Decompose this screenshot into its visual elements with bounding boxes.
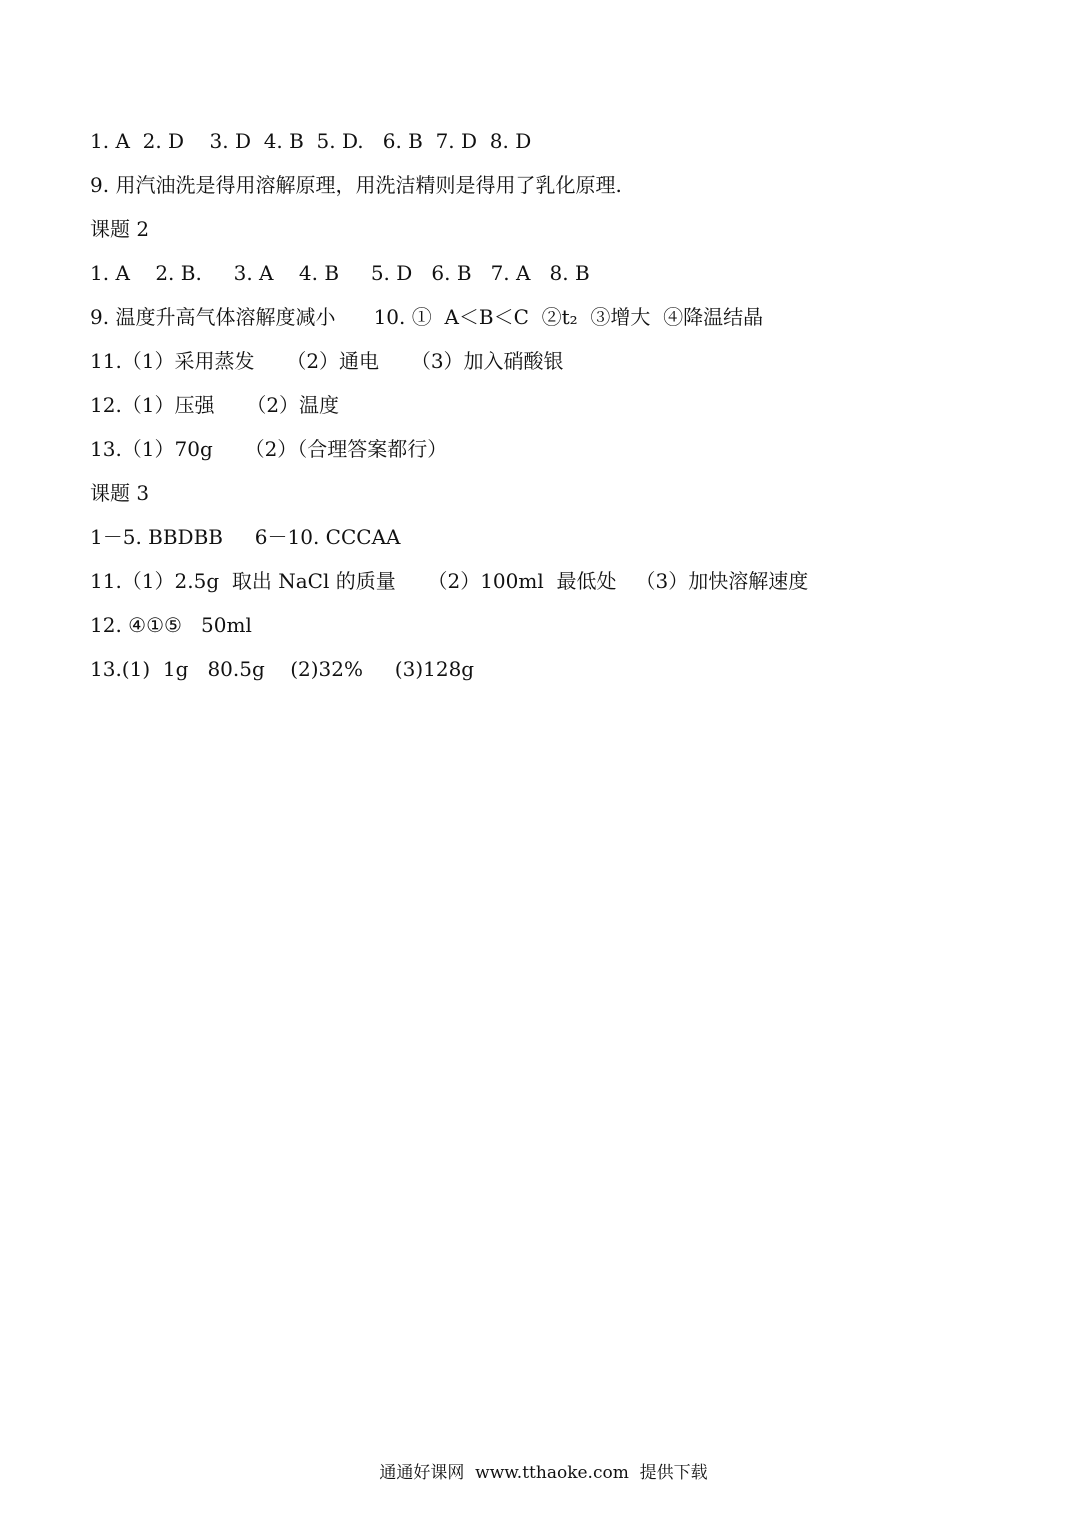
answer-line-13: 13.(1) 1g 80.5g (2)32% (3)128g <box>90 657 475 681</box>
answer-line-6: 11.（1）采用蒸发 （2）通电 （3）加入硝酸银 <box>90 349 564 373</box>
section-heading-3: 课题 3 <box>90 481 150 505</box>
answer-line-5: 9. 温度升高气体溶解度减小 10. ① A＜B＜C ②t₂ ③增大 ④降温结晶 <box>90 305 764 329</box>
answer-line-2: 9. 用汽油洗是得用溶解原理，用洗洁精则是得用了乳化原理. <box>90 173 622 197</box>
answer-line-8: 13.（1）70g （2）（合理答案都行） <box>90 437 448 461</box>
section-heading-2: 课题 2 <box>90 217 150 241</box>
answer-line-7: 12.（1）压强 （2）温度 <box>90 393 340 417</box>
answer-line-12: 12. ④①⑤ 50ml <box>90 613 252 637</box>
answer-line-1: 1. A 2. D 3. D 4. B 5. D. 6. B 7. D 8. D <box>90 129 532 153</box>
answer-line-4: 1. A 2. B. 3. A 4. B 5. D 6. B 7. A 8. B <box>90 261 590 285</box>
answer-line-10: 1－5. BBDBB 6－10. CCCAA <box>90 525 401 549</box>
page-footer: 通通好课网 www.tthaoke.com 提供下载 <box>379 1463 708 1483</box>
answer-line-11: 11.（1）2.5g 取出 NaCl 的质量 （2）100ml 最低处 （3）加快溶解速度 <box>90 569 809 593</box>
